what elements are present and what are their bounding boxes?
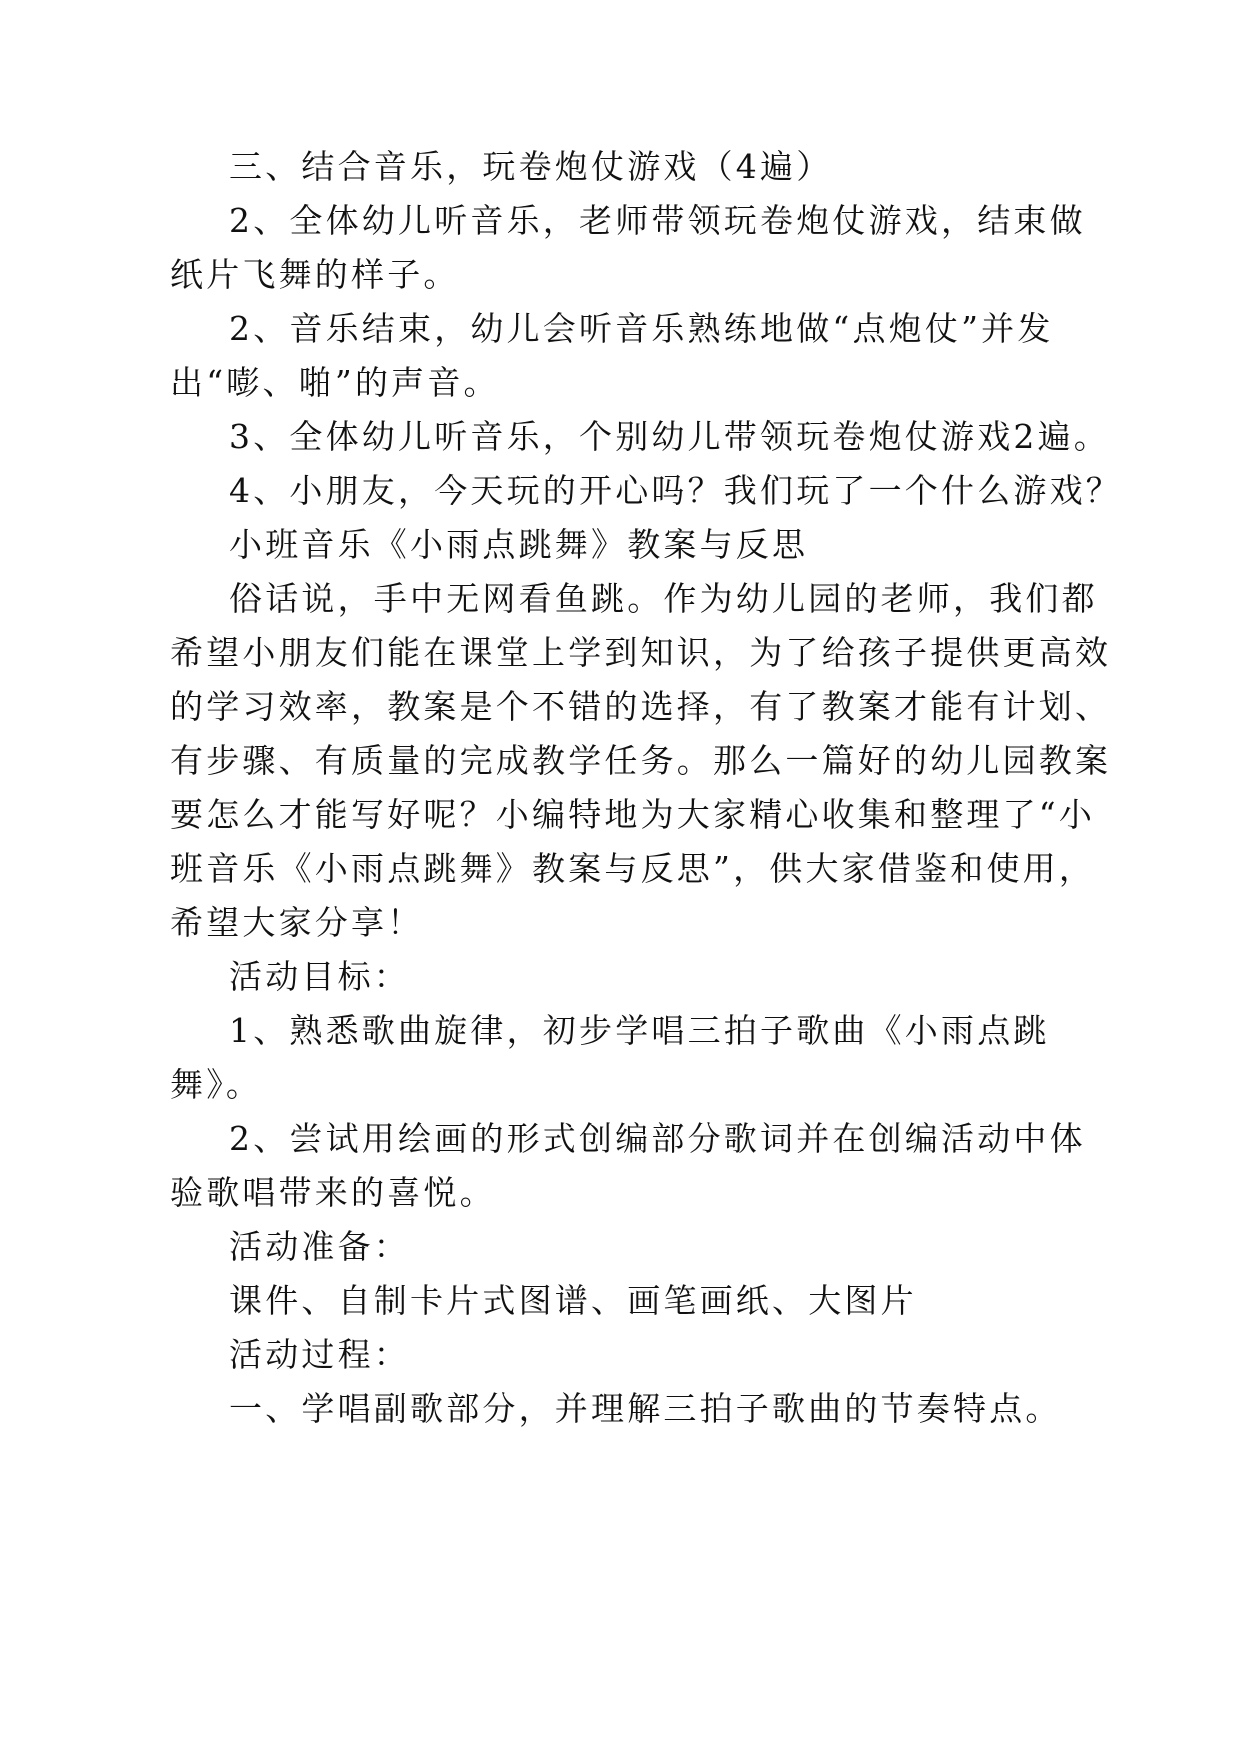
paragraph-line: 1、熟悉歌曲旋律，初步学唱三拍子歌曲《小雨点跳 (229, 1011, 1050, 1050)
paragraph-line: 验歌唱带来的喜悦。 (170, 1173, 496, 1212)
paragraph-line: 俗话说，手中无网看鱼跳。作为幼儿园的老师，我们都 (229, 579, 1098, 618)
section-heading-process: 活动过程： (229, 1335, 410, 1374)
paragraph-line: 希望大家分享！ (170, 903, 424, 942)
paragraph-line: 一、学唱副歌部分，并理解三拍子歌曲的节奏特点。 (229, 1389, 1062, 1428)
paragraph-line: 纸片飞舞的样子。 (170, 255, 460, 294)
paragraph-line: 2、音乐结束，幼儿会听音乐熟练地做“点炮仗”并发 (229, 309, 1054, 348)
paragraph-line: 班音乐《小雨点跳舞》教案与反思”，供大家借鉴和使用， (170, 849, 1096, 888)
paragraph-line: 4、小朋友，今天玩的开心吗？我们玩了一个什么游戏？ (229, 471, 1122, 510)
paragraph-line: 的学习效率，教案是个不错的选择，有了教案才能有计划、 (170, 687, 1112, 726)
paragraph-line: 希望小朋友们能在课堂上学到知识，为了给孩子提供更高效 (170, 633, 1112, 672)
section-heading-goals: 活动目标： (229, 957, 410, 996)
paragraph-line: 2、尝试用绘画的形式创编部分歌词并在创编活动中体 (229, 1119, 1086, 1158)
paragraph-line: 2、全体幼儿听音乐，老师带领玩卷炮仗游戏，结束做 (229, 201, 1086, 240)
paragraph-line: 课件、自制卡片式图谱、画笔画纸、大图片 (229, 1281, 917, 1320)
paragraph-line: 有步骤、有质量的完成教学任务。那么一篇好的幼儿园教案 (170, 741, 1112, 780)
section-heading-prep: 活动准备： (229, 1227, 410, 1266)
paragraph-line: 出“嘭、啪”的声音。 (170, 363, 500, 402)
paragraph-line: 舞》。 (170, 1065, 263, 1104)
section-heading-game: 三、结合音乐，玩卷炮仗游戏（4遍） (229, 147, 833, 186)
paragraph-line: 要怎么才能写好呢？小编特地为大家精心收集和整理了“小 (170, 795, 1096, 834)
article-title: 小班音乐《小雨点跳舞》教案与反思 (229, 525, 809, 564)
paragraph-line: 3、全体幼儿听音乐，个别幼儿带领玩卷炮仗游戏2遍。 (229, 417, 1110, 456)
